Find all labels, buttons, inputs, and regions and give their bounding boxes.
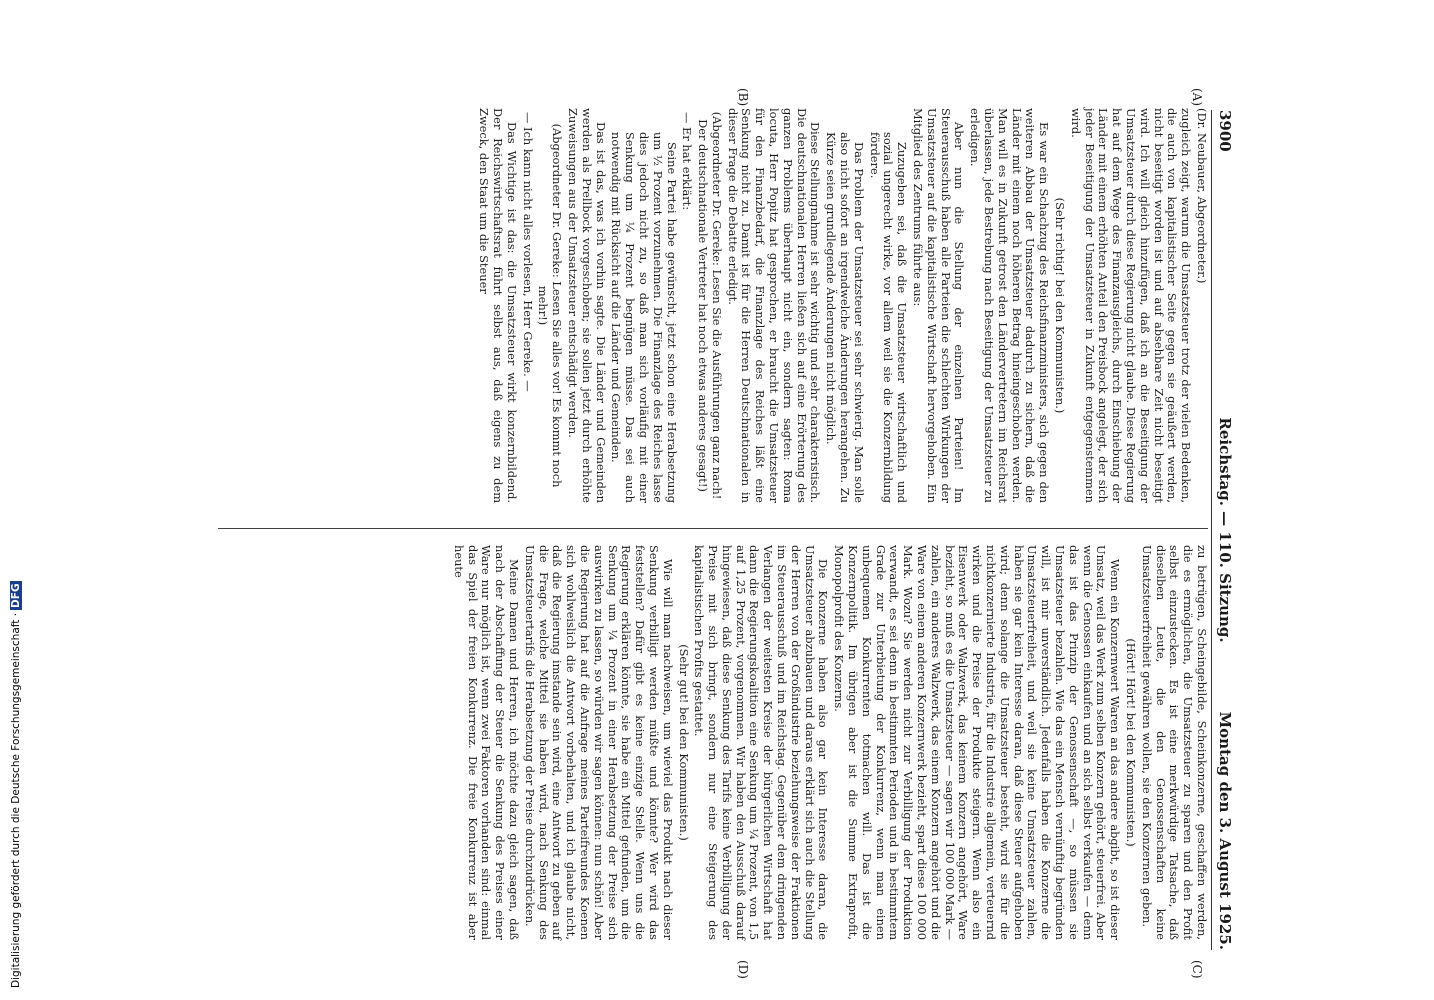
page-number: 3900	[1216, 110, 1234, 152]
paragraph: Meine Damen und Herren, ich möchte dazu gleich sagen, daß nach der Abschaffung der Steuer die Senkung des Preises einer Ware nur möglich ist, wenn zwei Faktoren vorhanden sind: einmal das Spiel der freien Konkurrenz. Die freie Konkurrenz ist aber heute	[451, 545, 521, 940]
paragraph: (Dr. Neubauer, Abgeordneter.)	[1195, 108, 1209, 284]
interjection: (Sehr gut! bei den Kommunisten.)	[676, 644, 691, 841]
left-text-column	[474, 108, 1208, 503]
paragraph: Wenn ein Konzernwert Waren an das andere abgibt, so ist dieser Umsatz, weil das Werk zum selben Konzern gehört, steuerfrei. Aber wenn die Genossen einkaufen und an sich selbst verkaufen — denn das ist das Prinzip der Genossenschaft —, so müssen sie Umsatzsteuer bezahlen. Wie das ein Mensch vernünftig begründen will, ist mir unverständlich. Jedenfalls haben die Konzerne die Umsatzsteuerfreiheit, und weil sie keine Umsatzsteuer zahlen, haben sie gar kein Interesse daran, daß diese Steuer aufgehoben wird; denn solange die Umsatzsteuer besteht, wird sie für die nichtkonzernierte Industrie, für die Industrie allgemein, verteuernd wirken und die Preise der Produkte steigern. Wenn also ein Eisenwerk oder Walzwerk, das keinem Konzern angehört, Ware bezieht, so muß es die Umsatzsteuer — sagen wir 100 000 Mark — zahlen, ein anderes Walzwerk, das einem Konzern angehört und die Ware von einem anderen Konzernwerk bezieht, spart diese 100 000 Mark. Wozu? Sie werden nicht zur Verbilligung der Produktion verwandt, es sei denn in bestimmten Perioden und in bestimmtem Grade zur Unterbietung der Konkurrenz, wenn man einen unbequemen Konkurrenten totmachen will. Das ist die Konzernpolitik. Im übrigen aber ist die Summe Extraprofit, Monopolprofit des Konzerns.	[832, 545, 1123, 940]
credit-text: Digitalisierung gefördert durch die Deutsche Forschungsgemeinschaft ·	[10, 612, 22, 988]
paragraph: Seine Partei habe gewünscht, jetzt schon eine Herabsetzung um ½ Prozent vorzunehmen. Die Finanzlage des Reiches lasse dies jedoch nicht zu, so daß man sich vorläufig mit einer Senkung um ¼ Prozent begnügen müsse. Das sei auch notwendig mit Rücksicht auf die Länder und Gemeinden.	[609, 132, 679, 503]
paragraph: Aber nun die Stellung der einzelnen Parteien! Im Steuerausschuß haben alle Parteien die schlechten Wirkungen der Umsatzsteuer auf die kapitalistische Wirtschaft hervorgehoben. Ein Mitglied des Zentrums führte aus:	[911, 108, 967, 503]
paragraph: — Er hat erklärt:	[680, 112, 695, 211]
paragraph: — Ich kann nicht alles vorlesen, Herr Gereke. —	[520, 112, 535, 392]
interjection: (Abgeordneter Dr. Gereke: Lesen Sie die Ausführungen ganz nach! Der deutschnationale Vertreter hat noch etwas anderes gesagt!)	[696, 111, 724, 500]
right-text-column	[449, 545, 1208, 940]
paragraph: Zuzugeben sei, daß die Umsatzsteuer wirtschaftlich und sozial ungerecht wirke, vor allem weil sie die Konzernbildung fördere.	[867, 132, 910, 503]
margin-mark-d: (D)	[736, 960, 750, 979]
interjection: (Abgeordneter Dr. Gereke: Lesen Sie alles vor! Es kommt noch mehr!)	[536, 123, 565, 488]
session-date: Montag den 3. August 1925.	[1216, 711, 1234, 950]
margin-mark-b: (B)	[736, 88, 750, 107]
dfg-logo: DFG	[10, 583, 22, 608]
paragraph: Diese Stellungnahme ist sehr wichtig und sehr charakteristisch. Die deutschnationalen Herren ließen sich auf eine Erörterung des ganzen Problems überhaupt nicht ein, sondern sagten: Roma locuta, Herr Popitz hat gesprochen, er braucht die Umsatzsteuer für den Finanzbedarf, die Finanzlage des Reiches läßt eine Senkung nicht zu. Damit ist für die Herren Deutschnationalen in dieser Frage die Debatte erledigt.	[725, 108, 823, 503]
paragraph: zugleich zeigt, warum die Umsatzsteuer trotz der vielen Bedenken, die auch von kapitalistischer Seite gegen sie geäußert werden, nicht beseitigt worden ist und auf absehbare Zeit nicht beseitigt wird. Ich will gleich hinzufügen, daß ich an die Beseitigung der Umsatzsteuer durch diese Regierung nicht glaube. Diese Regierung hat auf dem Wege des Finanzausgleichs, durch Einschiebung der Länder mit einem erhöhten Anteil den Preisbock angelegt, der sich jeder Beseitigung der Umsatzsteuer in Zukunft entgegenstemmen wird.	[1068, 108, 1194, 503]
margin-mark-c: (C)	[1190, 960, 1204, 979]
paragraph: Es war ein Schachzug des Reichsfinanzministers, sich gegen den weiteren Abbau der Umsatzsteuer dadurch zu sichern, daß die Länder mit einem noch höheren Betrag hineingeschoben werden. Man will es in Zukunft getrost den Ländervertretern im Reichsrat überlassen, jede Bestrebung nach Beseitigung der Umsatzsteuer zu erledigen.	[968, 108, 1052, 503]
interjection: (Sehr richtig! bei den Kommunisten.)	[1053, 197, 1068, 414]
header-rule	[1211, 110, 1212, 950]
paragraph: Die Konzerne haben also gar kein Interesse daran, die Umsatzsteuer abzubauen und daraus erklärt sich auch die Stellung der Herren von der Großindustrie beziehungsweise der Fraktionen im Steuerausschuß und im Reichstag. Gegenüber dem dringenden Verlangen der weitesten Kreise der bürgerlichen Wirtschaft hat dann die Regierungskoalition eine Senkung um ¼ Prozent, von 1,5 auf 1,25 Prozent, vorgenommen. Wir haben den Ausschuß darauf hingewiesen, daß diese Senkung des Tarifs keine Verbilligung der Preise mit sich bringt, sondern nur eine Steigerung des kapitalistischen Profits gestattet.	[692, 545, 831, 940]
paragraph: Wie will man nachweisen, um wieviel das Produkt nach dieser Senkung verbilligt werden müßte und könnte? Wer wird das feststellen? Dafür gibt es keine einzige Stelle. Wenn uns die Regierung erklären könnte, sie habe ein Mittel gefunden, um die Senkung um ¼ Prozent in einer Herabsetzung der Preise sich auswirken zu lassen, so würden wir sagen können: nun schön! Aber die Regierung hat auf die Anfrage meines Parteifreundes Koenen sich wohlweislich die Antwort vorbehalten, und ich glaube nicht, daß die Regierung imstande sein wird, eine Antwort zu geben auf die Frage, welche Mittel sie haben wird, nach Senkung des Umsatzsteuertarifs die Herabsetzung der Preise durchzudrücken.	[522, 545, 675, 940]
document-page	[100, 0, 1330, 1000]
paragraph: Das ist das, was ich vorhin sagte. Die Länder und Gemeinden werden als Prellbock vorgeschoben; sie sollen jetzt durch erhöhte Zuweisungen aus der Umsatzsteuer entschädigt werden.	[565, 108, 608, 503]
session-title: Reichstag. — 110. Sitzung.	[1216, 417, 1234, 643]
margin-mark-a: (A)	[1190, 88, 1204, 107]
interjection: (Hört! Hört! bei den Kommunisten.)	[1124, 638, 1139, 847]
digitization-credit	[10, 581, 22, 988]
column-divider	[218, 528, 1208, 529]
paragraph: Das Problem der Umsatzsteuer sei sehr schwierig. Man solle also nicht sofort an irgendwelche Änderungen herangehen. Zu Kürze seien grundlegende Änderungen nicht möglich.	[824, 132, 866, 503]
paragraph: Das Wichtige ist das: die Umsatzsteuer wirkt konzernbildend. Der Reichswirtschaftsrat führt selbst aus, daß eigens zu dem Zweck, den Staat um die Steuer	[477, 108, 519, 503]
paragraph: zu betrügen, Scheingebilde, Scheinkonzerne, geschaffen werden, die es ermöglichen, die Umsatzsteuer zu sparen und den Profit selbst einzustecken. Es ist eine merkwürdige Tatsache, daß dieselben Leute, die den Genossenschaften keine Umsatzsteuerfreiheit gewähren wollen, sie den Konzernen geben.	[1139, 545, 1209, 940]
page-header	[1214, 110, 1234, 950]
